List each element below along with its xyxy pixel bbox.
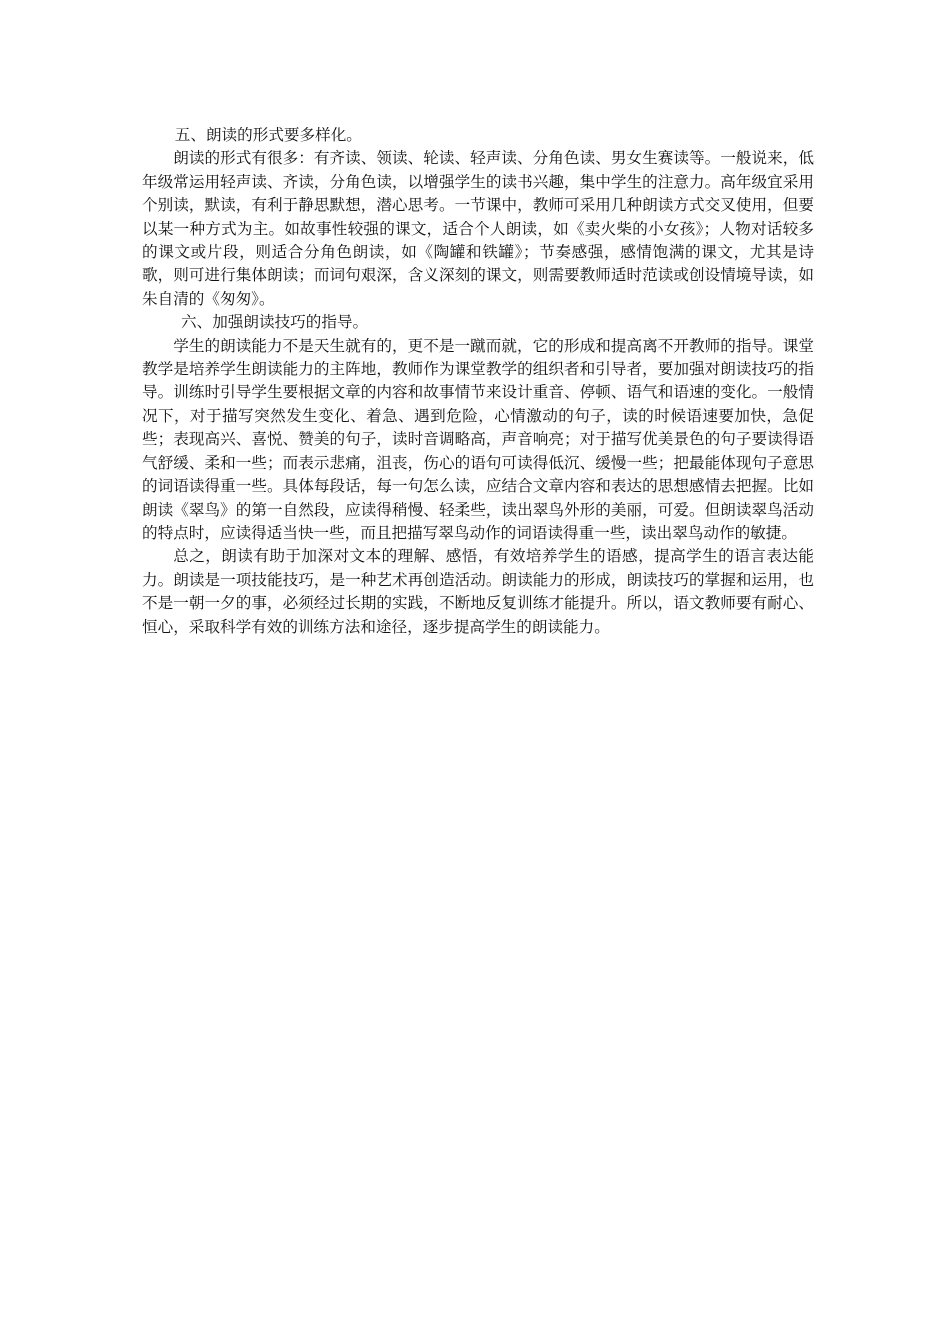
paragraph-reading-forms: 朗读的形式有很多：有齐读、领读、轮读、轻声读、分角色读、男女生赛读等。一般说来，低年级常运用轻声读、齐读，分角色读，以增强学生的读书兴趣，集中学生的注意力。高年级宜采用个别读，默读，有利于静思默想，潜心思考。一节课中，教师可采用几种朗读方式交叉使用，但要以某一种方式为主。如故事性较强的课文，适合个人朗读，如《卖火柴的小女孩》；人物对话较多的课文或片段，则适合分角色朗读，如《陶罐和铁罐》；节奏感强，感情饱满的课文，尤其是诗歌，则可进行集体朗读；而词句艰深，含义深刻的课文，则需要教师适时范读或创设情境导读，如朱自清的《匆匆》。 <box>142 149 814 308</box>
paragraph-reading-skills: 学生的朗读能力不是天生就有的，更不是一蹴而就，它的形成和提高离不开教师的指导。课堂教学是培养学生朗读能力的主阵地，教师作为课堂教学的组织者和引导者，要加强对朗读技巧的指导。训练时引导学生要根据文章的内容和故事情节来设计重音、停顿、语气和语速的变化。一般情况下，对于描写突然发生变化、着急、遇到危险，心情激动的句子，读的时候语速要加快，急促些；表现高兴、喜悦、赞美的句子，读时音调略高，声音响亮；对于描写优美景色的句子要读得语气舒缓、柔和一些；而表示悲痛，沮丧，伤心的语句可读得低沉、缓慢一些；把最能体现句子意思的词语读得重一些。具体每段话，每一句怎么读，应结合文章内容和表达的思想感情去把握。比如朗读《翠鸟》的第一自然段，应读得稍慢、轻柔些，读出翠鸟外形的美丽，可爱。但朗读翠鸟活动的特点时，应读得适当快一些，而且把描写翠鸟动作的词语读得重一些，读出翠鸟动作的敏捷。 <box>142 336 814 542</box>
document-body <box>142 124 814 639</box>
paragraph-conclusion: 总之，朗读有助于加深对文本的理解、感悟，有效培养学生的语感，提高学生的语言表达能力。朗读是一项技能技巧，是一种艺术再创造活动。朗读能力的形成，朗读技巧的掌握和运用，也不是一朝一夕的事，必须经过长期的实践，不断地反复训练才能提升。所以，语文教师要有耐心、恒心，采取科学有效的训练方法和途径，逐步提高学生的朗读能力。 <box>142 547 814 636</box>
section-heading-6: 六、加强朗读技巧的指导。 <box>181 313 369 332</box>
section-heading-5: 五、朗读的形式要多样化。 <box>174 126 362 144</box>
